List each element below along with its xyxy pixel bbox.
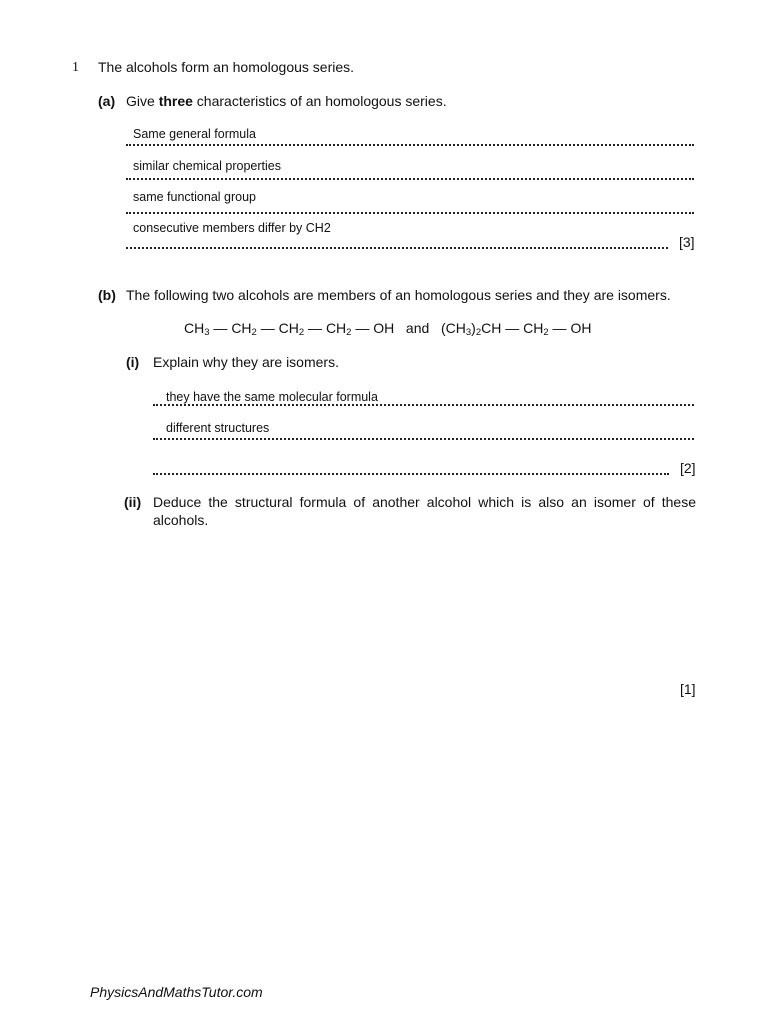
question-number: 1 bbox=[72, 60, 79, 75]
part-a-prompt: Give three characteristics of an homologous series. bbox=[126, 93, 447, 109]
sub-ii-label: (ii) bbox=[124, 494, 142, 510]
sub-i-prompt: Explain why they are isomers. bbox=[153, 354, 339, 370]
answer-a-4: consecutive members differ by CH2 bbox=[133, 221, 331, 235]
part-b-label: (b) bbox=[98, 287, 116, 303]
part-b-prompt: The following two alcohols are members of an homologous series and they are isomers. bbox=[126, 287, 671, 303]
answer-a-3: same functional group bbox=[133, 190, 256, 204]
answer-line-a-3 bbox=[126, 212, 694, 214]
answer-line-a-1 bbox=[126, 144, 694, 146]
answer-i-1: they have the same molecular formula bbox=[166, 390, 378, 404]
sub-i-label: (i) bbox=[126, 354, 140, 370]
answer-line-i-2 bbox=[153, 438, 694, 440]
answer-a-1: Same general formula bbox=[133, 127, 256, 141]
isomer-formulas: $CH_3$ — $CH_2$ — $CH_2$ — $CH_2$ — OH and $(CH_3)_2CH$ — $CH_2$ — OH bbox=[184, 320, 592, 338]
answer-line-i-3 bbox=[153, 473, 669, 475]
answer-a-2: similar chemical properties bbox=[133, 159, 281, 173]
marks-i: [2] bbox=[680, 460, 696, 476]
answer-line-a-4 bbox=[126, 247, 668, 249]
answer-line-i-1 bbox=[153, 404, 694, 406]
part-a-label: (a) bbox=[98, 93, 116, 109]
sub-ii-prompt-line1: Deduce the structural formula of another alcohol which is also an isomer of these bbox=[153, 494, 696, 510]
marks-ii: [1] bbox=[680, 681, 696, 697]
answer-line-a-2 bbox=[126, 178, 694, 180]
marks-a: [3] bbox=[679, 234, 695, 250]
sub-ii-prompt-line2: alcohols. bbox=[153, 512, 209, 528]
answer-i-2: different structures bbox=[166, 421, 270, 435]
footer-source: PhysicsAndMathsTutor.com bbox=[90, 984, 263, 1000]
question-stem: The alcohols form an homologous series. bbox=[98, 59, 355, 75]
